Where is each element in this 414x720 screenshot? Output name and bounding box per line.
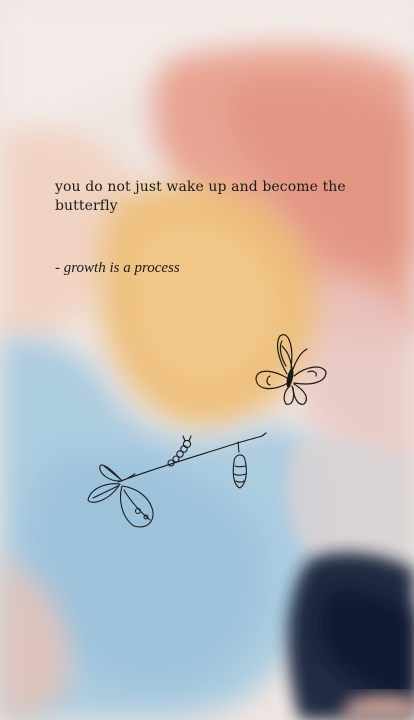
- quote-attribution: - growth is a process: [55, 260, 180, 276]
- leaf-branch-icon: [88, 433, 266, 527]
- quote-line-2: butterfly: [55, 198, 118, 214]
- quote-line-1: you do not just wake up and become the: [55, 179, 346, 195]
- chrysalis-icon: [233, 442, 246, 488]
- butterfly-icon: [256, 335, 326, 405]
